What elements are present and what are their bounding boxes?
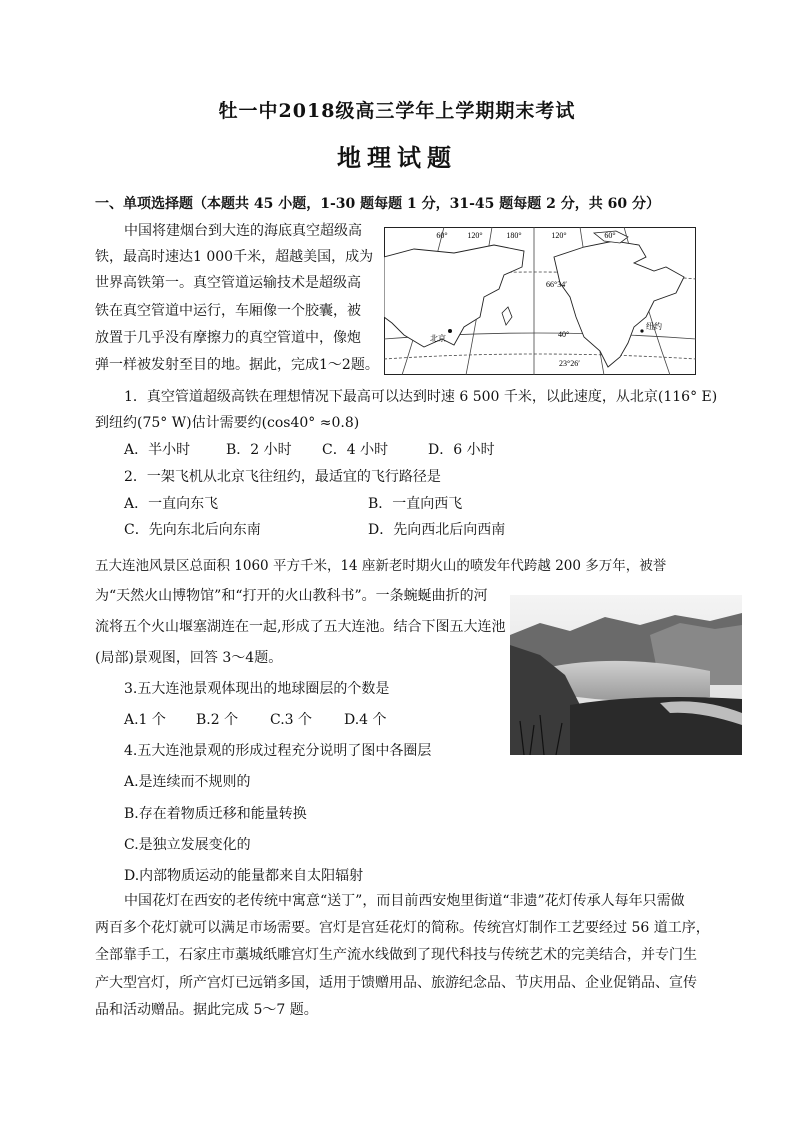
beijing-marker xyxy=(448,329,452,333)
latitude-label: 23°26′ xyxy=(559,359,580,368)
intro2-line: 五大连池风景区总面积 1060 平方千米，14 座新老时期火山的喷发年代跨越 200 多万年，被誉 xyxy=(95,558,667,574)
exam-title: 牡一中2018级高三学年上学期期末考试 xyxy=(218,100,576,122)
q4-stem: 4.五大连池景观的形成过程充分说明了图中各圈层 xyxy=(124,743,432,759)
q4-option: C.是独立发展变化的 xyxy=(124,837,251,853)
q3-option: D.4 个 xyxy=(344,712,387,728)
q1-option: A．半小时 xyxy=(124,442,191,458)
q2-stem: 2．一架飞机从北京飞往纽约，最适宜的飞行路径是 xyxy=(124,469,441,485)
intro2-line: 为“天然火山博物馆”和“打开的火山教科书”。一条蜿蜒曲折的河 xyxy=(95,588,488,604)
q3-option: A.1 个 xyxy=(124,712,166,728)
subject-title: 地理试题 xyxy=(337,143,457,172)
intro2-line: 流将五个火山堰塞湖连在一起,形成了五大连池。结合下图五大连池 xyxy=(95,619,506,635)
q3-option: C.3 个 xyxy=(270,712,313,728)
q3-option: B.2 个 xyxy=(196,712,239,728)
intro-line: 中国将建烟台到大连的海底真空超级高 xyxy=(124,223,362,239)
intro-line: 铁在真空管道中运行，车厢像一个胶囊，被 xyxy=(95,303,361,319)
intro3-line: 两百多个花灯就可以满足市场需要。宫灯是宫廷花灯的简称。传统宫灯制作工艺要经过 56 道工序， xyxy=(95,920,710,936)
q4-option: A.是连续而不规则的 xyxy=(124,774,251,790)
intro3-line: 品和活动赠品。据此完成 5～7 题。 xyxy=(95,1002,318,1018)
beijing-label: 北京 xyxy=(430,334,446,343)
q3-stem: 3.五大连池景观体现出的地球圈层的个数是 xyxy=(124,681,390,697)
q1-option: D．6 小时 xyxy=(428,442,495,458)
q2-option: C．先向东北后向东南 xyxy=(124,522,261,538)
meridian-label: 120° xyxy=(551,231,567,240)
intro3-line: 中国花灯在西安的老传统中寓意“送丁”，而目前西安炮里街道“非遗”花灯传承人每年只需做 xyxy=(124,893,685,909)
wudalianchi-photo xyxy=(510,595,742,755)
newyork-label: 纽约 xyxy=(646,322,662,331)
intro-line: 铁，最高时速达1 000千米，超越美国，成为 xyxy=(95,249,374,265)
q2-option: A．一直向东飞 xyxy=(124,496,219,512)
meridian-label: 60° xyxy=(436,231,448,240)
intro3-line: 全部靠手工，石家庄市藁城纸雕宫灯生产流水线做到了现代科技与传统艺术的完美结合，并专门生 xyxy=(95,947,697,963)
q1-option: C．4 小时 xyxy=(322,442,389,458)
latitude-label: 66°34′ xyxy=(546,280,567,289)
q2-option: D．先向西北后向西南 xyxy=(368,522,506,538)
intro3-line: 产大型宫灯，所产宫灯已远销多国，适用于馈赠用品、旅游纪念品、节庆用品、企业促销品、宣传 xyxy=(95,975,697,991)
newyork-marker xyxy=(640,329,643,332)
intro-line: 世界高铁第一。真空管道运输技术是超级高 xyxy=(95,275,361,291)
latitude-label: 40° xyxy=(558,330,570,339)
q1-stem: 到纽约(75° W)估计需要约(cos40° ≈0.8) xyxy=(95,415,360,431)
meridian-label: 180° xyxy=(506,231,522,240)
intro-line: 弹一样被发射至目的地。据此，完成1～2题。 xyxy=(95,357,379,373)
q4-option: B.存在着物质迁移和能量转换 xyxy=(124,806,307,822)
intro-line: 放置于几乎没有摩擦力的真空管道中，像炮 xyxy=(95,330,361,346)
q1-option: B．2 小时 xyxy=(226,442,292,458)
world-map-figure xyxy=(384,227,696,375)
q2-option: B．一直向西飞 xyxy=(368,496,463,512)
section-heading: 一、单项选择题（本题共 45 小题，1-30 题每题 1 分，31-45 题每题 2 分，共 60 分） xyxy=(95,196,660,212)
q1-stem: 1．真空管道超级高铁在理想情况下最高可以达到时速 6 500 千米，以此速度，从北京(116° E) xyxy=(124,389,718,405)
meridian-label: 60° xyxy=(604,231,616,240)
meridian-label: 120° xyxy=(467,231,483,240)
intro2-line: (局部)景观图，回答 3～4题。 xyxy=(95,650,283,666)
q4-option: D.内部物质运动的能量都来自太阳辐射 xyxy=(124,868,364,884)
